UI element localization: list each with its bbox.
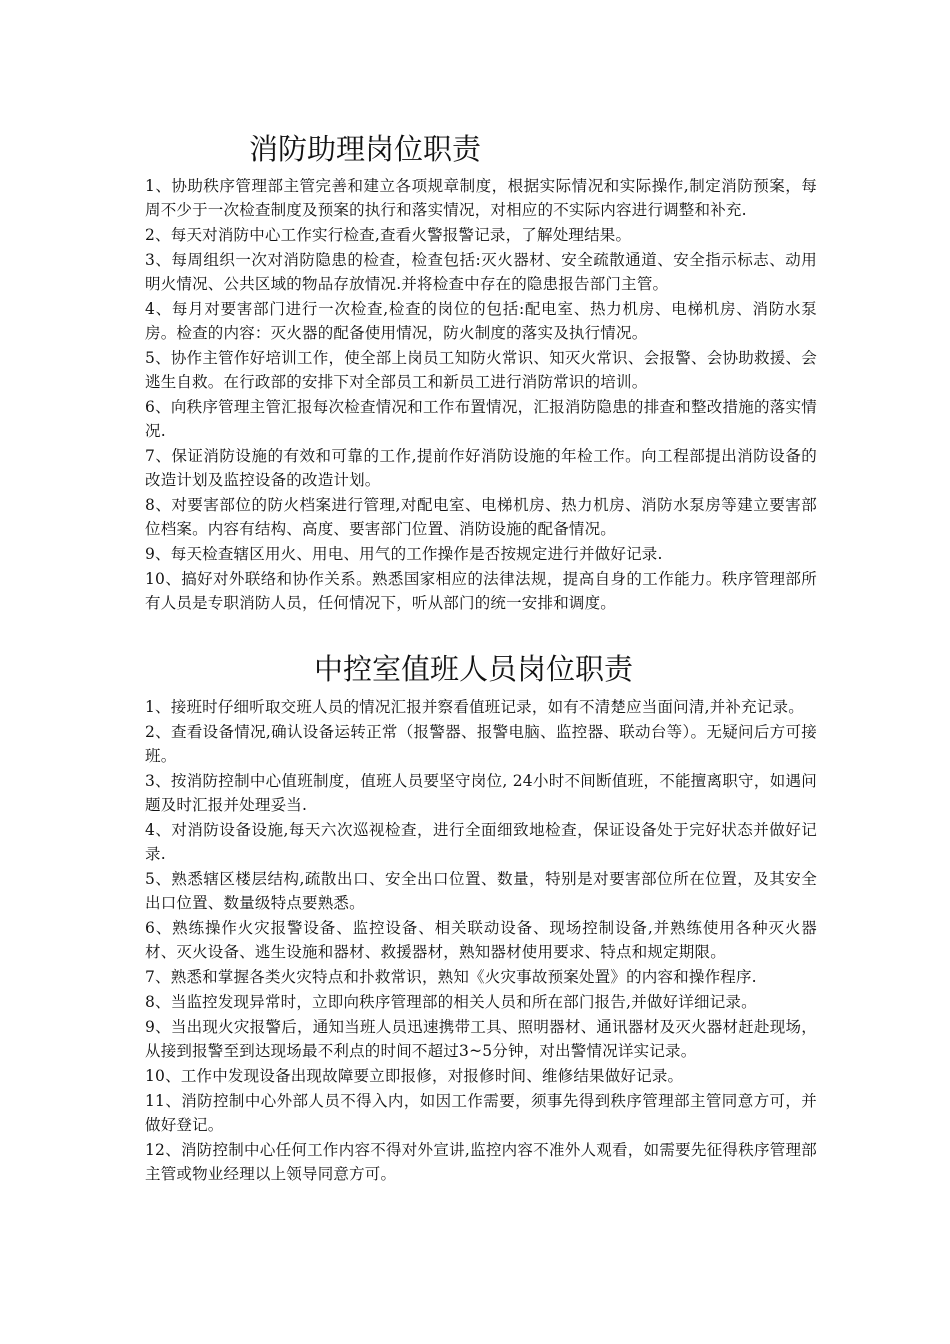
duty-item: 6、熟练操作火灾报警设备、监控设备、相关联动设备、现场控制设备,并熟练使用各种灭火器材、灭火设备、逃生设施和器材、救援器材，熟知器材使用要求、特点和规定期限。 bbox=[145, 919, 817, 961]
section-title-control-room-duty: 中控室值班人员岗位职责 bbox=[314, 652, 634, 686]
duty-item: 2、查看设备情况,确认设备运转正常（报警器、报警电脑、监控器、联动台等）。无疑问后方可接班。 bbox=[145, 723, 817, 765]
duty-item: 9、每天检查辖区用火、用电、用气的工作操作是否按规定进行并做好记录. bbox=[145, 545, 663, 563]
duty-item: 7、保证消防设施的有效和可靠的工作,提前作好消防设施的年检工作。向工程部提出消防设备的改造计划及监控设备的改造计划。 bbox=[145, 447, 817, 489]
duty-item: 9、当出现火灾报警后，通知当班人员迅速携带工具、照明器材、通讯器材及灭火器材赶赴现场，从接到报警至到达现场最不利点的时间不超过3~5分钟，对出警情况详实记录。 bbox=[145, 1018, 817, 1060]
section-title-fire-assistant: 消防助理岗位职责 bbox=[249, 132, 482, 166]
duty-item: 3、每周组织一次对消防隐患的检查，检查包括:灭火器材、安全疏散通道、安全指示标志、动用明火情况、公共区域的物品存放情况.并将检查中存在的隐患报告部门主管。 bbox=[145, 251, 817, 293]
duty-item: 10、工作中发现设备出现故障要立即报修，对报修时间、维修结果做好记录。 bbox=[145, 1067, 684, 1085]
duty-item: 8、对要害部位的防火档案进行管理,对配电室、电梯机房、热力机房、消防水泵房等建立要害部位档案。内容有结构、高度、要害部门位置、消防设施的配备情况。 bbox=[145, 496, 817, 538]
duty-item: 5、熟悉辖区楼层结构,疏散出口、安全出口位置、数量，特别是对要害部位所在位置，及其安全出口位置、数量级特点要熟悉。 bbox=[145, 870, 817, 912]
duty-item: 11、消防控制中心外部人员不得入内，如因工作需要，须事先得到秩序管理部主管同意方可，并做好登记。 bbox=[145, 1092, 817, 1134]
duty-item: 12、消防控制中心任何工作内容不得对外宣讲,监控内容不准外人观看，如需要先征得秩序管理部主管或物业经理以上领导同意方可。 bbox=[145, 1141, 817, 1183]
duty-item: 7、熟悉和掌握各类火灾特点和扑救常识，熟知《火灾事故预案处置》的内容和操作程序. bbox=[145, 968, 757, 986]
duty-item: 1、协助秩序管理部主管完善和建立各项规章制度，根据实际情况和实际操作,制定消防预案，每周不少于一次检查制度及预案的执行和落实情况，对相应的不实际内容进行调整和补充. bbox=[145, 177, 817, 219]
duty-item: 6、向秩序管理主管汇报每次检查情况和工作布置情况，汇报消防隐患的排查和整改措施的落实情况. bbox=[145, 398, 817, 440]
duty-item: 2、每天对消防中心工作实行检查,查看火警报警记录，了解处理结果。 bbox=[145, 226, 632, 244]
duty-item: 8、当监控发现异常时，立即向秩序管理部的相关人员和所在部门报告,并做好详细记录。 bbox=[145, 993, 757, 1011]
duty-item: 10、搞好对外联络和协作关系。熟悉国家相应的法律法规，提高自身的工作能力。秩序管理部所有人员是专职消防人员，任何情况下，听从部门的统一安排和调度。 bbox=[145, 570, 817, 612]
section-body-control-room-duty bbox=[145, 695, 817, 1187]
section-body-fire-assistant bbox=[145, 174, 817, 616]
duty-item: 3、按消防控制中心值班制度，值班人员要坚守岗位, 24小时不间断值班，不能擅离职守，如遇问题及时汇报并处理妥当. bbox=[145, 772, 817, 814]
duty-item: 1、接班时仔细听取交班人员的情况汇报并察看值班记录，如有不清楚应当面问清,并补充记录。 bbox=[145, 698, 804, 716]
duty-item: 4、对消防设备设施,每天六次巡视检查，进行全面细致地检查，保证设备处于完好状态并做好记录. bbox=[145, 821, 817, 863]
duty-item: 5、协作主管作好培训工作，使全部上岗员工知防火常识、知灭火常识、会报警、会协助救援、会逃生自救。在行政部的安排下对全部员工和新员工进行消防常识的培训。 bbox=[145, 349, 817, 391]
duty-item: 4、每月对要害部门进行一次检查,检查的岗位的包括:配电室、热力机房、电梯机房、消防水泵房。检查的内容：灭火器的配备使用情况，防火制度的落实及执行情况。 bbox=[145, 300, 817, 342]
